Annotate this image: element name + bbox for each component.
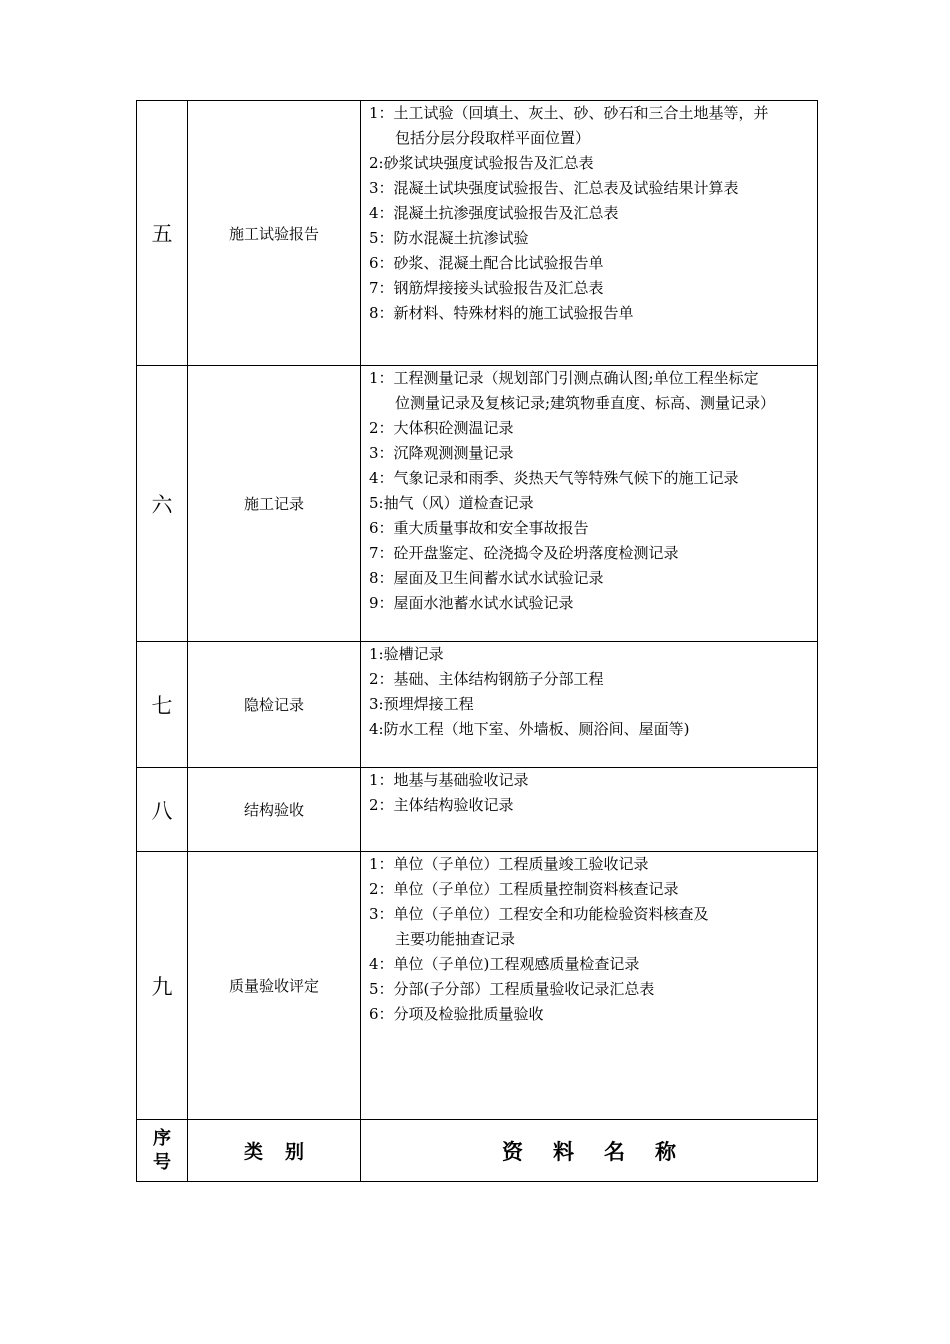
item-line: 3：沉降观测测量记录	[369, 444, 514, 462]
row-items	[361, 101, 818, 366]
item-line: 5：防水混凝土抗渗试验	[369, 229, 529, 247]
item-line: 2：大体积砼测温记录	[369, 419, 514, 437]
header-number-line1: 序	[153, 1127, 171, 1149]
item-line: 7：钢筋焊接接头试验报告及汇总表	[369, 279, 604, 297]
item-line: 8：屋面及卫生间蓄水试水试验记录	[369, 569, 604, 587]
row-number: 六	[137, 366, 188, 642]
row-items	[361, 642, 818, 768]
item-line: 2：基础、主体结构钢筋子分部工程	[369, 670, 604, 688]
header-number	[137, 1120, 188, 1182]
item-line: 5:抽气（风）道检查记录	[369, 494, 534, 512]
item-line: 位测量记录及复核记录;建筑物垂直度、标高、测量记录）	[395, 394, 776, 412]
row-items	[361, 852, 818, 1120]
item-line: 4：气象记录和雨季、炎热天气等特殊气候下的施工记录	[369, 469, 739, 487]
item-line: 6：重大质量事故和安全事故报告	[369, 519, 589, 537]
item-line: 包括分层分段取样平面位置）	[395, 129, 591, 147]
row-category: 结构验收	[188, 768, 361, 852]
item-line: 9：屋面水池蓄水试水试验记录	[369, 594, 574, 612]
row-category: 隐检记录	[188, 642, 361, 768]
row-category: 施工试验报告	[188, 101, 361, 366]
header-name: 资料名称	[361, 1120, 818, 1182]
header-number-line2: 号	[153, 1151, 171, 1173]
item-line: 主要功能抽查记录	[395, 930, 516, 948]
header-category: 类别	[188, 1120, 361, 1182]
item-line: 1：地基与基础验收记录	[369, 771, 529, 789]
item-line: 4：单位（子单位)工程观感质量检查记录	[369, 955, 640, 973]
table-row	[137, 642, 818, 768]
item-line: 1：土工试验（回填土、灰土、砂、砂石和三合土地基等，并	[369, 104, 769, 122]
item-line: 2:砂浆试块强度试验报告及汇总表	[369, 154, 594, 172]
row-number: 八	[137, 768, 188, 852]
item-line: 1：单位（子单位）工程质量竣工验收记录	[369, 855, 649, 873]
table-row	[137, 101, 818, 366]
item-line: 1:验槽记录	[369, 645, 444, 663]
table-row	[137, 366, 818, 642]
item-line: 3：混凝土试块强度试验报告、汇总表及试验结果计算表	[369, 179, 739, 197]
row-number: 五	[137, 101, 188, 366]
header-row	[137, 1120, 818, 1182]
row-number: 七	[137, 642, 188, 768]
item-line: 5：分部(子分部）工程质量验收记录汇总表	[369, 980, 655, 998]
item-line: 2：主体结构验收记录	[369, 796, 514, 814]
row-items	[361, 366, 818, 642]
item-line: 4:防水工程（地下室、外墙板、厕浴间、屋面等)	[369, 720, 690, 738]
item-line: 6：分项及检验批质量验收	[369, 1005, 544, 1023]
item-line: 3：单位（子单位）工程安全和功能检验资料核查及	[369, 905, 709, 923]
item-line: 2：单位（子单位）工程质量控制资料核查记录	[369, 880, 679, 898]
item-line: 6：砂浆、混凝土配合比试验报告单	[369, 254, 604, 272]
row-number: 九	[137, 852, 188, 1120]
item-line: 4：混凝土抗渗强度试验报告及汇总表	[369, 204, 619, 222]
row-items	[361, 768, 818, 852]
document-table	[136, 100, 818, 1182]
item-line: 7：砼开盘鉴定、砼浇捣令及砼坍落度检测记录	[369, 544, 679, 562]
item-line: 1：工程测量记录（规划部门引测点确认图;单位工程坐标定	[369, 369, 759, 387]
table-row	[137, 768, 818, 852]
item-line: 8：新材料、特殊材料的施工试验报告单	[369, 304, 634, 322]
table-row	[137, 852, 818, 1120]
row-category: 质量验收评定	[188, 852, 361, 1120]
item-line: 3:预埋焊接工程	[369, 695, 474, 713]
row-category: 施工记录	[188, 366, 361, 642]
